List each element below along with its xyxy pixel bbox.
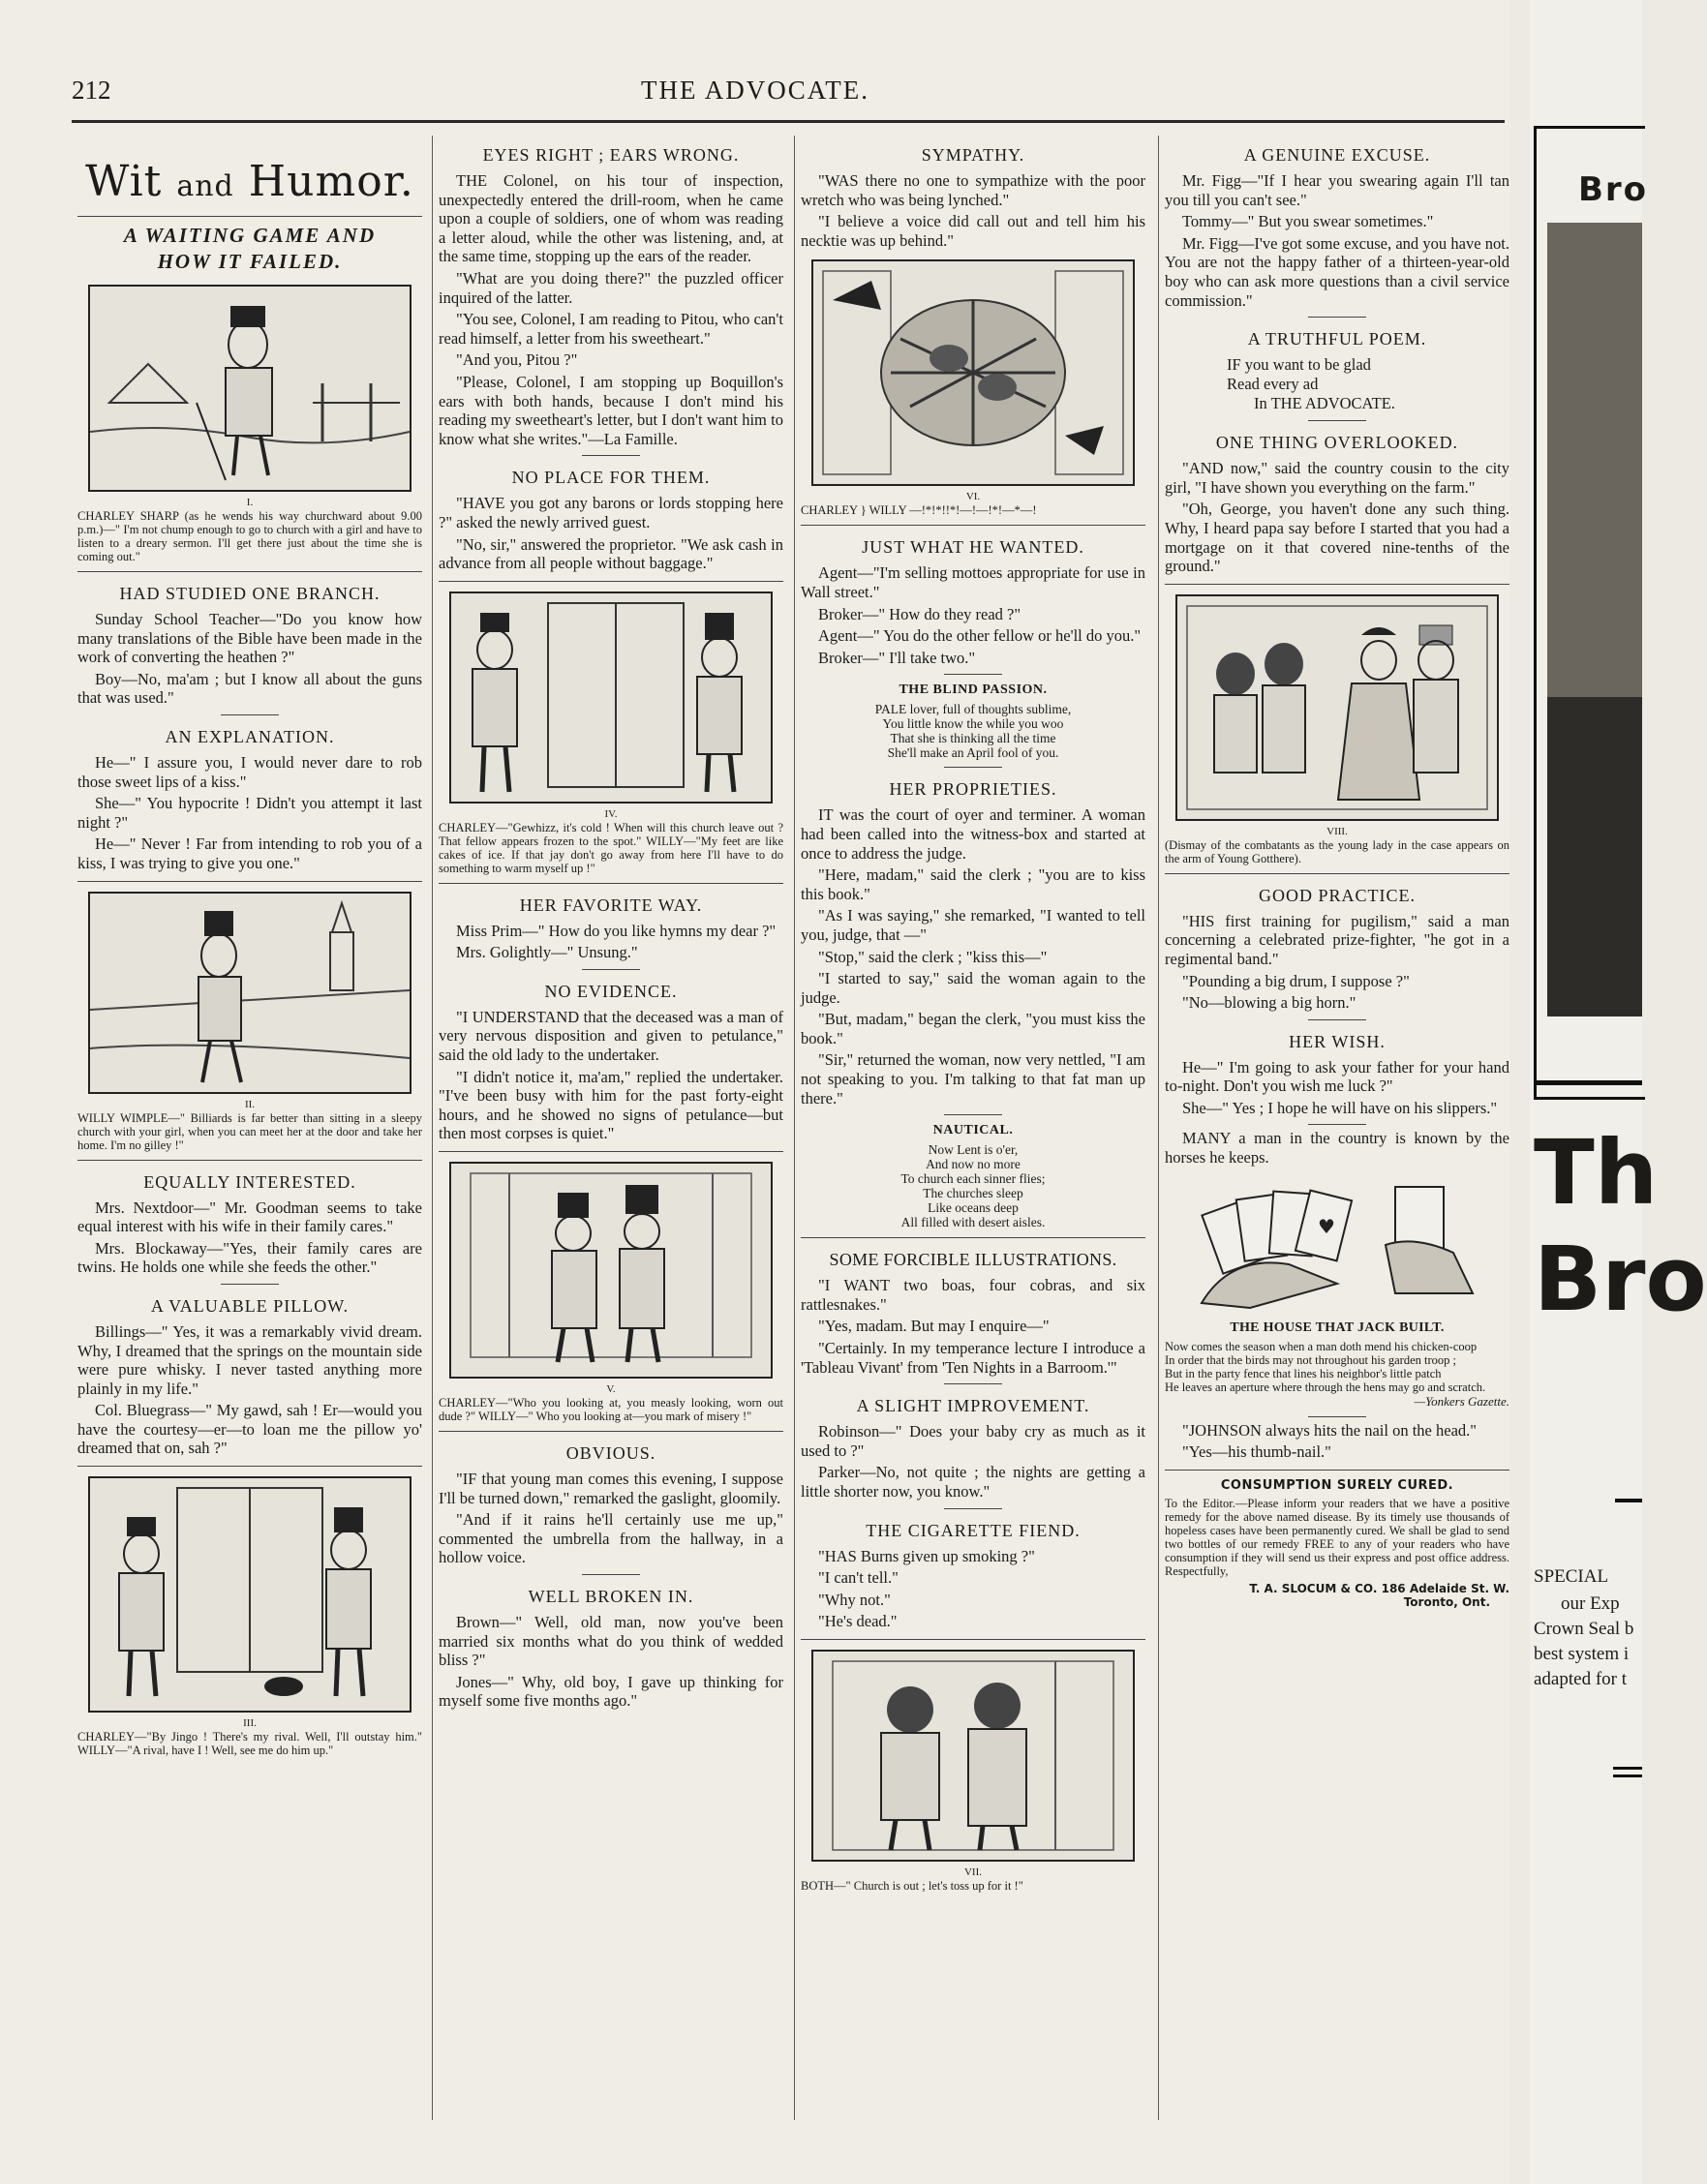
article-title: HER WISH. [1289,1031,1386,1051]
separator [1308,1019,1366,1020]
header-rule [72,120,1505,123]
paragraph: She—" Yes ; I hope he will have on his slippers." [1182,1098,1498,1117]
cartoon-5-drawing [451,1164,771,1377]
separator [1308,1416,1366,1417]
poem [1165,1340,1509,1394]
separator [1308,420,1366,421]
separator [1308,317,1366,318]
article-title: A TRUTHFUL POEM. [1247,329,1427,349]
masthead-humor: Humor. [248,157,414,206]
caption-text: BOTH—" Church is out ; let's toss up for it !" [801,1878,1023,1893]
article-title: A GENUINE EXCUSE. [1243,145,1431,165]
column-2 [439,141,783,1714]
caption-5 [439,1382,783,1423]
paragraph: Robinson—" Does your baby cry as much as it used to ?" [801,1422,1145,1460]
playing-cards-drawing [1192,1177,1482,1313]
paragraph: "HAVE you got any barons or lords stopping here ?" asked the newly arrived guest. [439,494,783,531]
poem-line: Read every ad [1227,375,1319,394]
paragraph: Mrs. Golightly—" Unsung." [456,943,638,962]
adjacent-page-rule [1534,1080,1642,1085]
poem-line: Now Lent is o'er, [928,1142,1019,1158]
caption-number: VI. [965,491,981,503]
cartoon-1-drawing [90,287,410,490]
caption-text: WILLY WIMPLE—" Billiards is far better than sitting in a sleepy church with your girl, when you can meet her at the door and take her home. I'm no gilley !" [77,1110,422,1152]
rule [77,571,422,572]
paragraph: "JOHNSON always hits the nail on the head." [1182,1420,1478,1440]
article-title: A SLIGHT IMPROVEMENT. [856,1396,1090,1416]
column-divider [1158,136,1159,2120]
poem [1165,355,1509,413]
paragraph: Mr. Figg—"If I hear you swearing again I'll tan you till you can't see." [1165,171,1509,209]
paragraph: He—" I'm going to ask your father for your hand to-night. Don't you wish me luck ?" [1165,1057,1509,1096]
poem-line: IF you want to be glad [1227,355,1371,375]
paragraph: Mrs. Nextdoor—" Mr. Goodman seems to take equal interest with his wife in their family cares." [77,1198,422,1236]
article-title: THE HOUSE THAT JACK BUILT. [1230,1320,1445,1335]
separator [582,455,640,456]
serial-title [77,223,422,275]
adjacent-page-dash [1613,1767,1642,1770]
adjacent-page-dash [1613,1774,1642,1777]
article-title: A VALUABLE PILLOW. [150,1295,350,1316]
paragraph: "And you, Pitou ?" [456,350,578,370]
column-divider [432,136,433,2120]
paragraph: Mrs. Blockaway—"Yes, their family cares are twins. He holds one while she feeds the other." [77,1238,422,1277]
paragraph: "AND now," said the country cousin to the city girl, "I have shown you everything on the farm." [1165,459,1509,497]
paragraph: Mr. Figg—I've got some excuse, and you have not. You are not the happy father of a thirteen-year-old boy who can ask more questions than a civil service commission." [1165,233,1509,310]
adjacent-page-text: SPECIAL [1534,1566,1609,1587]
paragraph: Tommy—" But you swear sometimes." [1182,212,1434,231]
caption-number: V. [606,1383,616,1396]
article-title: EYES RIGHT ; EARS WRONG. [482,145,740,165]
separator [582,969,640,970]
paragraph: "Yes—his thumb-nail." [1182,1442,1331,1462]
adjacent-page-dash [1615,1499,1642,1502]
paragraph: Billings—" Yes, it was a remarkably vivid dream. Why, I dreamed that the springs on the mountain side were pure whisky. I never tasted anything more plainly in my life." [77,1321,422,1398]
caption-text: (Dismay of the combatants as the young lady in the case appears on the arm of Young Gotthere). [1165,837,1509,865]
caption-7 [801,1866,1145,1893]
paragraph: "WAS there no one to sympathize with the poor wretch who was being lynched." [801,171,1145,209]
paragraph: "I WANT two boas, four cobras, and six rattlesnakes." [801,1276,1145,1314]
caption-text: CHARLEY—"Gewhizz, it's cold ! When will this church leave out ? That fellow appears frozen to the spot." WILLY—"My feet are like cakes of ice. If that jay don't go away from here I'll have to do something to warm myself up !" [439,820,783,875]
paragraph: Parker—No, not quite ; the nights are getting a little shorter now, you know." [801,1463,1145,1501]
paragraph: Jones—" Why, old boy, I gave up thinking for myself some five months ago." [439,1672,783,1711]
paragraph: She—" You hypocrite ! Didn't you attempt it last night ?" [77,794,422,832]
playing-cards-illustration [1192,1177,1482,1313]
poem-line: And now no more [926,1157,1021,1172]
paragraph: "But, madam," began the clerk, "you must kiss the book." [801,1010,1145,1047]
article-title: GOOD PRACTICE. [1258,885,1416,905]
advertiser-name: T. A. SLOCUM & CO. 186 Adelaide St. W. [1249,1581,1509,1595]
page-number: 212 [72,76,111,105]
paragraph: "I can't tell." [818,1568,899,1588]
paragraph: Agent—"I'm selling mottoes appropriate for use in Wall street." [801,563,1145,601]
column-divider [794,136,795,2120]
cartoon-3-drawing [90,1478,410,1711]
separator [221,714,279,715]
rule [77,216,422,217]
caption-number: III. [243,1717,257,1730]
poem-title: THE BLIND PASSION. [899,682,1048,698]
masthead [77,157,422,206]
cartoon-illustration-4 [449,592,773,804]
cartoon-illustration-6 [811,259,1135,486]
paragraph: He—" Never ! Far from intending to rob you of a kiss, I was trying to give you one." [77,834,422,872]
poem-title: NAUTICAL. [932,1123,1014,1138]
column-1 [77,141,422,1761]
caption-text: CHARLEY—"By Jingo ! There's my rival. Well, I'll outstay him." WILLY—"A rival, have I ! Well, see me do him up." [77,1730,422,1758]
masthead-wit: Wit [85,157,163,206]
cartoon-4-drawing [451,593,771,802]
poem-line: She'll make an April fool of you. [887,745,1059,761]
cartoon-illustration-7 [811,1650,1135,1862]
article-title: WELL BROKEN IN. [528,1587,694,1606]
masthead-and: and [176,169,234,203]
poem [801,702,1145,760]
separator [944,767,1002,768]
paragraph: Boy—No, ma'am ; but I know all about the guns that was used." [77,669,422,708]
serial-title-line: A WAITING GAME AND [123,224,377,247]
paragraph: Miss Prim—" How do you like hymns my dear ?" [456,921,777,940]
caption-text: CHARLEY SHARP (as he wends his way churchward about 9.00 p.m.)—" I'm not chump enough to go to church with a girl and have to listen to a dreary sermon. I'll get there just about the time she is coming out." [77,509,422,563]
caption-number: IV. [604,807,618,820]
adjacent-page-big-text: Bro [1534,1228,1707,1331]
caption-3 [77,1716,422,1757]
rule [439,1431,783,1432]
caption-number: II. [244,1098,256,1110]
article-title: HAD STUDIED ONE BRANCH. [119,584,381,603]
poem-line: All filled with desert aisles. [900,1215,1046,1230]
article-title: OBVIOUS. [565,1443,656,1464]
cartoon-illustration-3 [88,1476,412,1713]
caption-8 [1165,825,1509,865]
article-title: SYMPATHY. [921,145,1025,165]
cartoon-illustration-1 [88,285,412,492]
article-title: THE CIGARETTE FIEND. [866,1520,1081,1540]
paragraph: "Pounding a big drum, I suppose ?" [1182,971,1410,990]
paragraph: "HAS Burns given up smoking ?" [818,1546,1035,1565]
cartoon-7-drawing [813,1652,1133,1860]
separator [944,674,1002,675]
separator [1308,1124,1366,1125]
poem-line: PALE lover, full of thoughts sublime, [874,702,1072,717]
separator [221,1284,279,1285]
paragraph: "I didn't notice it, ma'am," replied the undertaker. "I've been busy with him for the past forty-eight hours, and he showed no signs of petulance—but then most corpses is quiet." [439,1067,783,1143]
poem-line: In order that the birds may not throughout his garden troop ; [1165,1352,1456,1367]
rule [801,1237,1145,1238]
poem-line: That she is thinking all the time [890,731,1056,746]
paragraph: "No, sir," answered the proprietor. "We ask cash in advance from all people without baggage." [439,534,783,573]
rule [77,881,422,882]
paragraph: Col. Bluegrass—" My gawd, sah ! Er—would you have the courtesy—er—to loan me the pillow yo' dreamed that on, sah ?" [77,1401,422,1458]
rule [1165,1470,1509,1471]
cartoon-8-drawing [1177,596,1497,819]
paragraph: "Why not." [818,1590,891,1609]
caption-1 [77,496,422,563]
advertisement-text: To the Editor.—Please inform your readers that we have a positive remedy for the above named disease. By its timely use thousands of hopeless cases have been permanently cured. We shall be glad to send two bottles of our remedy FREE to any of your readers who have consumption if they will send us their express and post office address. Respectfully, [1165,1496,1509,1578]
rule [1165,873,1509,874]
cartoon-illustration-2 [88,892,412,1094]
paragraph: "Stop," said the clerk ; "kiss this—" [818,947,1048,966]
article-title: JUST WHAT HE WANTED. [862,537,1084,558]
adjacent-page-heading: Bro [1578,170,1649,209]
cartoon-illustration-8 [1175,594,1499,821]
paragraph: "I UNDERSTAND that the deceased was a man of very nervous disposition and given to petulance," said the old lady to the undertaker. [439,1007,783,1065]
paragraph: THE Colonel, on his tour of inspection, unexpectedly entered the drill-room, when he came upon a couple of soldiers, one of whom was reading a letter aloud, while the other was listening, and, at the same time, stopping up the ears of the reader. [439,171,783,266]
poem-line: To church each sinner flies; [900,1171,1046,1187]
separator [582,1574,640,1575]
caption-text: —!*!*!!*!—!—!*!—*—! [909,503,1037,518]
rule [439,1151,783,1152]
rule [439,581,783,582]
column-3 [801,141,1145,1896]
article-title: EQUALLY INTERESTED. [143,1171,356,1192]
caption-text: CHARLEY—"Who you looking at, you measly looking, worn out dude ?" WILLY—" Who you looking at—you mark of misery !" [439,1396,783,1424]
rule [801,1639,1145,1640]
adjacent-page-text: adapted for t [1534,1669,1628,1689]
column-4 [1165,141,1509,1609]
paragraph: Broker—" How do they read ?" [818,604,1021,623]
adjacent-page-text: best system i [1534,1644,1630,1664]
poem-line: The churches sleep [923,1186,1023,1201]
paragraph: "I believe a voice did call out and tell him his necktie was up behind." [801,212,1145,250]
paragraph: Broker—" I'll take two." [818,648,976,667]
paragraph: "Certainly. In my temperance lecture I introduce a 'Tableau Vivant' from 'Ten Nights in a Barroom.'" [801,1339,1145,1377]
poem-line: He leaves an aperture where through the hens may go and scratch. [1165,1380,1486,1394]
adjacent-page-big-text: Th [1534,1121,1659,1225]
rule [1165,584,1509,585]
caption-number: I. [246,497,254,508]
paragraph: He—" I assure you, I would never dare to rob those sweet lips of a kiss." [77,752,422,791]
caption-number: VII. [963,1866,983,1878]
rule [77,1466,422,1467]
article-title: NO PLACE FOR THEM. [511,468,711,488]
rule [801,525,1145,526]
paragraph: "IF that young man comes this evening, I suppose I'll be turned down," remarked the gaslight, gloomily. [439,1470,783,1507]
paragraph: "What are you doing there?" the puzzled officer inquired of the latter. [439,268,783,307]
article-title: ONE THING OVERLOOKED. [1215,433,1459,453]
poem [801,1142,1145,1229]
paragraph: Sunday School Teacher—"Do you know how many translations of the Bible have been made in the work of converting the heathen ?" [77,610,422,667]
poem-line: Like oceans deep [928,1200,1019,1216]
heart-icon: ♥ [1318,1214,1335,1238]
caption-6 [801,490,1145,517]
adjacent-page-text: our Exp [1561,1593,1620,1614]
cartoon-2-drawing [90,894,410,1092]
caption-number: VIII. [1326,825,1348,837]
paragraph: Brown—" Well, old man, now you've been married six months what do you think of wedded bliss ?" [439,1613,783,1670]
poem-line: You little know the while you woo [882,716,1064,732]
paragraph: "Yes, madam. But may I enquire—" [818,1317,1050,1336]
caption-2 [77,1098,422,1152]
separator [944,1508,1002,1509]
rule [77,1160,422,1161]
poem-line: But in the party fence that lines his neighbor's little patch [1165,1366,1442,1380]
cartoon-6-drawing [813,261,1133,484]
advertiser-city: Toronto, Ont. [1403,1594,1490,1609]
article-title: HER PROPRIETIES. [889,779,1057,800]
paragraph: "HIS first training for pugilism," said a man concerning a celebrated prize-fighter, "he got in a regimental band." [1165,911,1509,968]
paragraph: MANY a man in the country is known by the horses he keeps. [1165,1129,1509,1168]
cartoon-illustration-5 [449,1162,773,1379]
advertisement-title: CONSUMPTION SURELY CURED. [1220,1477,1454,1493]
article-title: NO EVIDENCE. [544,981,678,1001]
paragraph: "Please, Colonel, I am stopping up Boquillon's ears with both hands, because I don't mind his reading my sweetheart's letter, but I don't want him to know what she writes."—La Famille. [439,372,783,448]
paragraph: "I started to say," said the woman again to the judge. [801,969,1145,1007]
paragraph: IT was the court of oyer and terminer. A woman had been called into the witness-box and started at once to address the judge. [801,805,1145,863]
paragraph: "No—blowing a big horn." [1182,993,1356,1013]
paragraph: Agent—" You do the other fellow or he'll do you." [818,626,1142,646]
paragraph: "Here, madam," said the clerk ; "you are to kiss this book." [801,865,1145,903]
separator [944,1114,1002,1115]
article-title: SOME FORCIBLE ILLUSTRATIONS. [829,1250,1117,1270]
caption-4 [439,807,783,875]
paragraph: "You see, Colonel, I am reading to Pitou, who can't read himself, a letter from his sweetheart." [439,310,783,348]
paragraph: "He's dead." [818,1612,898,1631]
paragraph: "Sir," returned the woman, now very nettled, "I am not speaking to you. I'm talking to that fat man up there." [801,1050,1145,1107]
paragraph: "As I was saying," she remarked, "I wanted to tell you, judge, that —" [801,906,1145,944]
paragraph: "And if it rains he'll certainly use me up," commented the umbrella from the hallway, in a hollow voice. [439,1510,783,1567]
serial-title-line: HOW IT FAILED. [157,250,343,273]
poem-line: Now comes the season when a man doth mend his chicken-coop [1165,1339,1478,1353]
article-title: AN EXPLANATION. [165,726,335,746]
source-attribution: —Yonkers Gazette. [1414,1393,1509,1409]
article-title: HER FAVORITE WAY. [519,895,703,915]
paragraph: "Oh, George, you haven't done any such thing. Why, I heard papa say before I started that you had a mortgage on it that covered nine-tenths of the ground." [1165,500,1509,576]
caption-names: CHARLEY } WILLY [801,503,907,518]
poem-line: In THE ADVOCATE. [1254,394,1395,413]
adjacent-page-picture-dark [1547,697,1642,1016]
page-title: THE ADVOCATE. [641,76,869,105]
rule [439,883,783,884]
separator [944,1383,1002,1384]
adjacent-page-text: Crown Seal b [1534,1619,1634,1639]
